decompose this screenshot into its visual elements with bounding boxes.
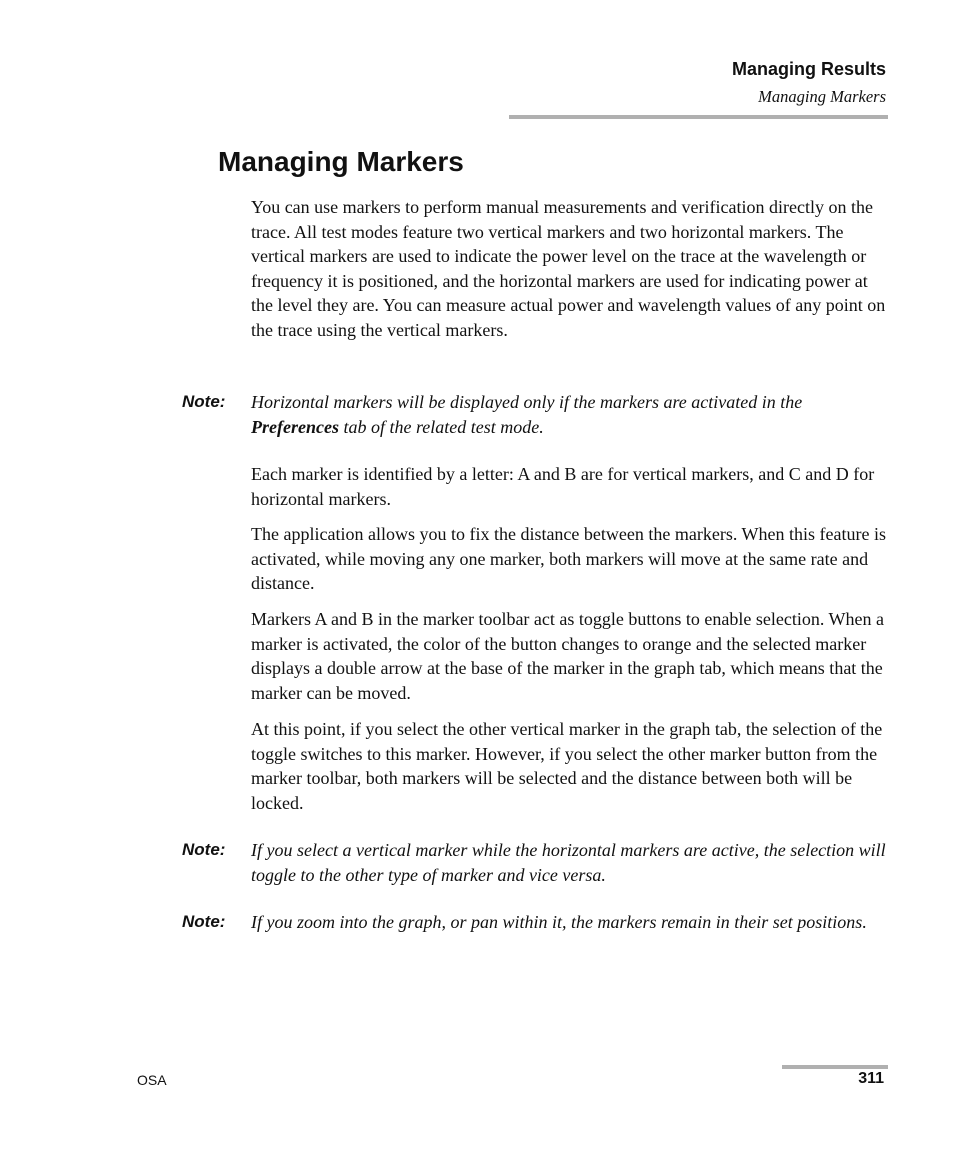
note-label: Note: [182, 392, 226, 411]
preferences-emphasis: Preferences [251, 416, 339, 437]
paragraph-marker-letters: Each marker is identified by a letter: A and B are for vertical markers, and C and D for horizontal markers. [251, 464, 875, 509]
footer-rule [782, 1065, 888, 1069]
header-chapter-title: Managing Results [731, 59, 886, 79]
note-label: Note: [182, 912, 226, 931]
footer-product-name: OSA [137, 1072, 167, 1088]
section-title: Managing Markers [218, 146, 464, 177]
header-rule [509, 115, 888, 119]
header-section-title: Managing Markers [758, 87, 886, 106]
note-text: If you select a vertical marker while the horizontal markers are active, the selection will toggle to the other type of marker and vice versa. [251, 840, 886, 885]
page-number: 311 [858, 1070, 884, 1087]
paragraph-selection: At this point, if you select the other vertical marker in the graph tab, the selection of the toggle switches to this marker. However, if you select the other marker button from the marker toolbar, both markers will be selected and the distance between both will be locked. [251, 719, 883, 813]
paragraph-fixed-distance: The application allows you to fix the distance between the markers. When this feature is activated, while moving any one marker, both markers will move at the same rate and distance. [251, 524, 886, 593]
note-text: Horizontal markers will be displayed only if the markers are activated in the Preferences tab of the related test mode. [251, 392, 803, 437]
running-header [732, 58, 886, 108]
note-label: Note: [182, 840, 226, 859]
paragraph-intro: You can use markers to perform manual measurements and verification directly on the trace. All test modes feature two vertical markers and two horizontal markers. The vertical markers are used to indicate the power level on the trace at the wavelength or frequency it is positioned, and the horizontal markers are used for indicating power at the level they are. You can measure actual power and wavelength values of any point on the trace using the vertical markers. [251, 197, 886, 340]
note-text: If you zoom into the graph, or pan within it, the markers remain in their set positions. [251, 912, 867, 932]
paragraph-toggle-buttons: Markers A and B in the marker toolbar act as toggle buttons to enable selection. When a marker is activated, the color of the button changes to orange and the selected marker displays a double arrow at the base of the marker in the graph tab, which means that the marker can be moved. [251, 609, 884, 703]
